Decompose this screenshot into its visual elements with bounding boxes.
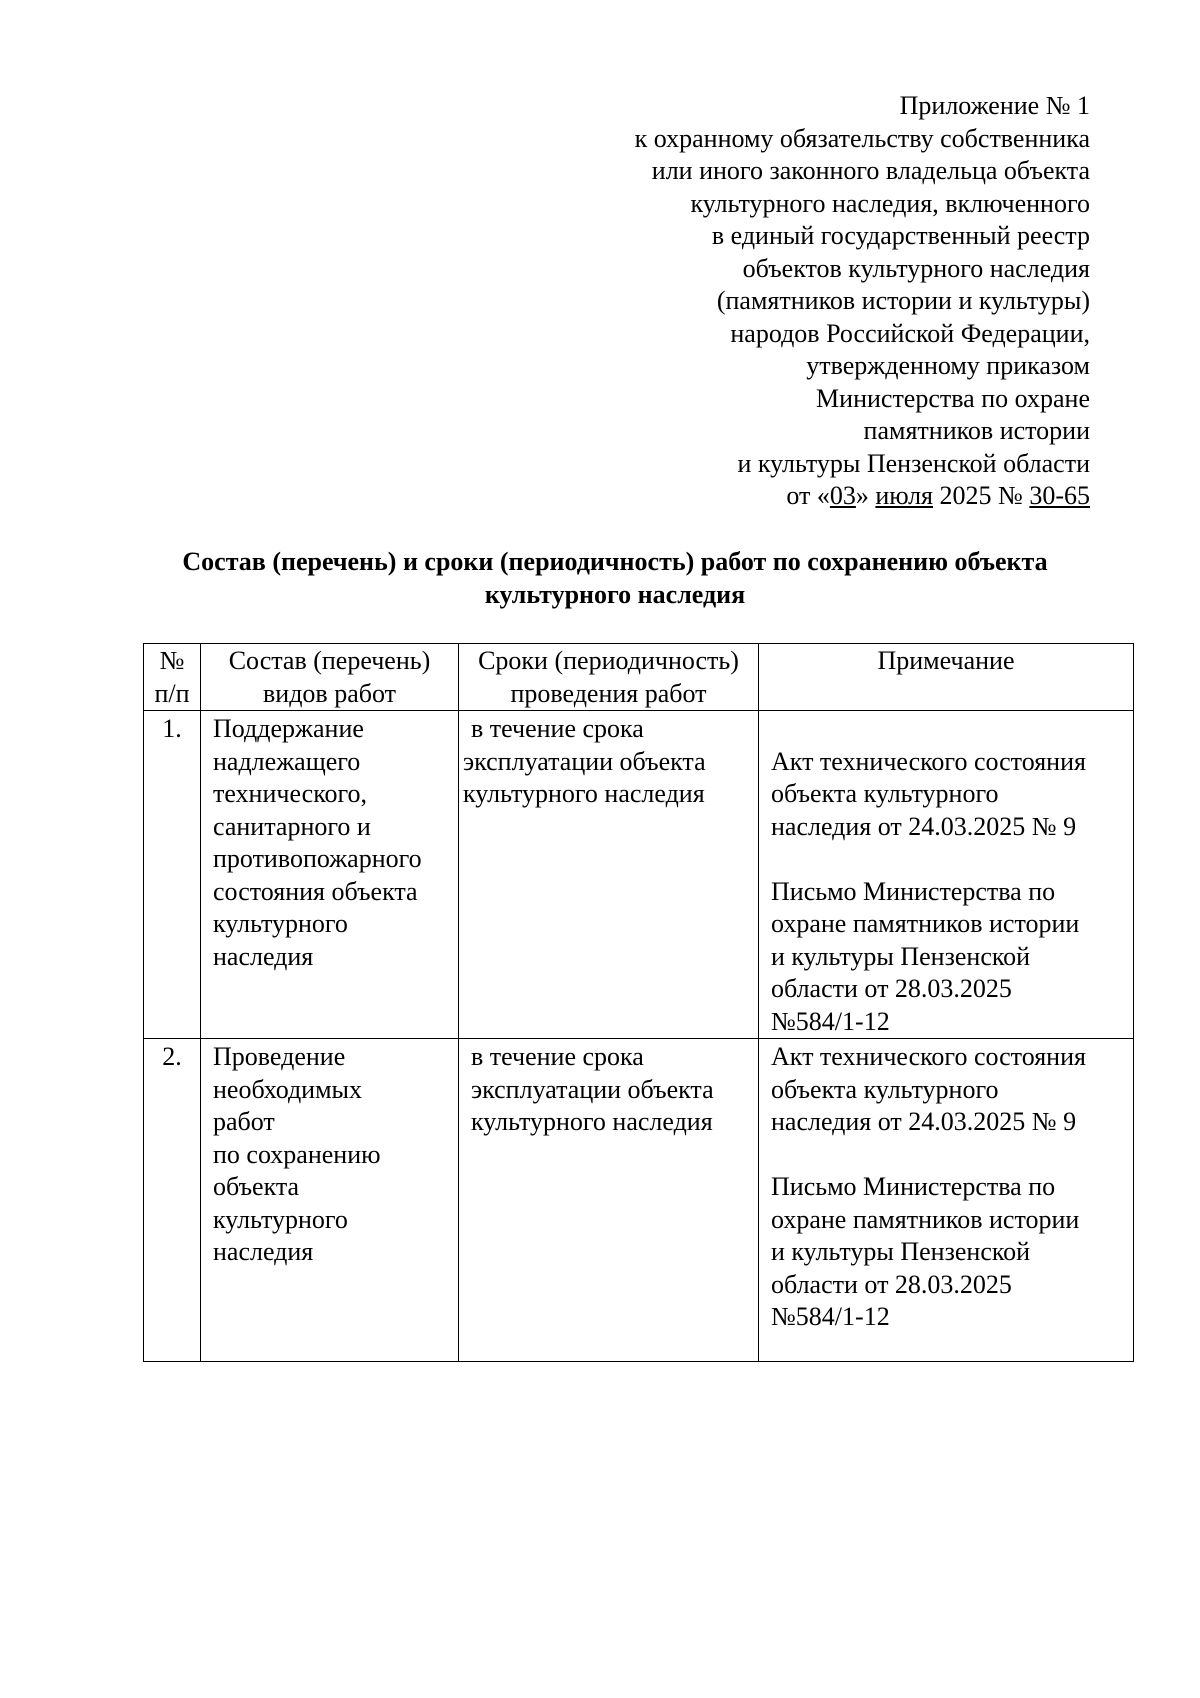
order-number: 30-65 [1029,481,1090,510]
date-month: июля [875,481,934,510]
appendix-line: или иного законного владельца объекта [651,156,1090,185]
date-mid: » [855,481,876,510]
header-works: Состав (перечень) видов работ [201,644,459,711]
row-terms: в течение срока эксплуатации объекта культурного наследия [459,1039,759,1362]
title-line-2: культурного наследия [484,579,746,609]
appendix-line: (памятников истории и культуры) [716,286,1090,315]
row-number: 1. [144,711,201,1039]
row-terms: в течение срока эксплуатации объекта культурного наследия [459,711,759,1039]
table-row [144,711,1134,1039]
row-note: Акт технического состояния объекта культурного наследия от 24.03.2025 № 9 Письмо Министерства по охране памятников истории и культуры Пензенской области от 28.03.2025 №584/1-12 [759,1039,1134,1362]
row-works: Поддержание надлежащего технического, санитарного и противопожарного состояния объекта культурного наследия [201,711,459,1039]
table-header-row [144,644,1134,711]
title-line-1: Состав (перечень) и сроки (периодичность) работ по сохранению объекта [182,547,1048,576]
header-note: Примечание [759,644,1134,711]
header-num: № п/п [144,644,201,711]
appendix-line: Приложение № 1 [899,91,1090,120]
appendix-line: в единый государственный реестр [711,221,1090,250]
row-works: Проведение необходимых работ по сохранению объекта культурного наследия [201,1039,459,1362]
date-year: 2025 № [933,481,1030,510]
header-terms: Сроки (периодичность) проведения работ [459,644,759,711]
appendix-line: и культуры Пензенской области [737,448,1090,478]
appendix-date-line [530,480,1090,513]
appendix-line: культурного наследия, включенного [690,188,1090,218]
appendix-line: объектов культурного наследия [742,253,1090,283]
row-note: Акт технического состояния объекта культурного наследия от 24.03.2025 № 9 Письмо Министерства по охране памятников истории и культуры Пензенской области от 28.03.2025 №584/1-12 [759,711,1134,1039]
works-table [143,643,1134,1362]
appendix-line: памятников истории [863,416,1090,445]
appendix-header [530,90,1090,513]
appendix-line: утвержденному приказом [806,351,1090,380]
appendix-line: народов Российской Федерации, [730,318,1090,348]
date-prefix: от « [786,481,830,510]
table-row [144,1039,1134,1362]
row-number: 2. [144,1039,201,1362]
appendix-line: Министерства по охране [816,383,1090,413]
appendix-line: к охранному обязательству собственника [634,123,1090,153]
date-day: 03 [829,481,856,510]
document-title [130,546,1100,611]
